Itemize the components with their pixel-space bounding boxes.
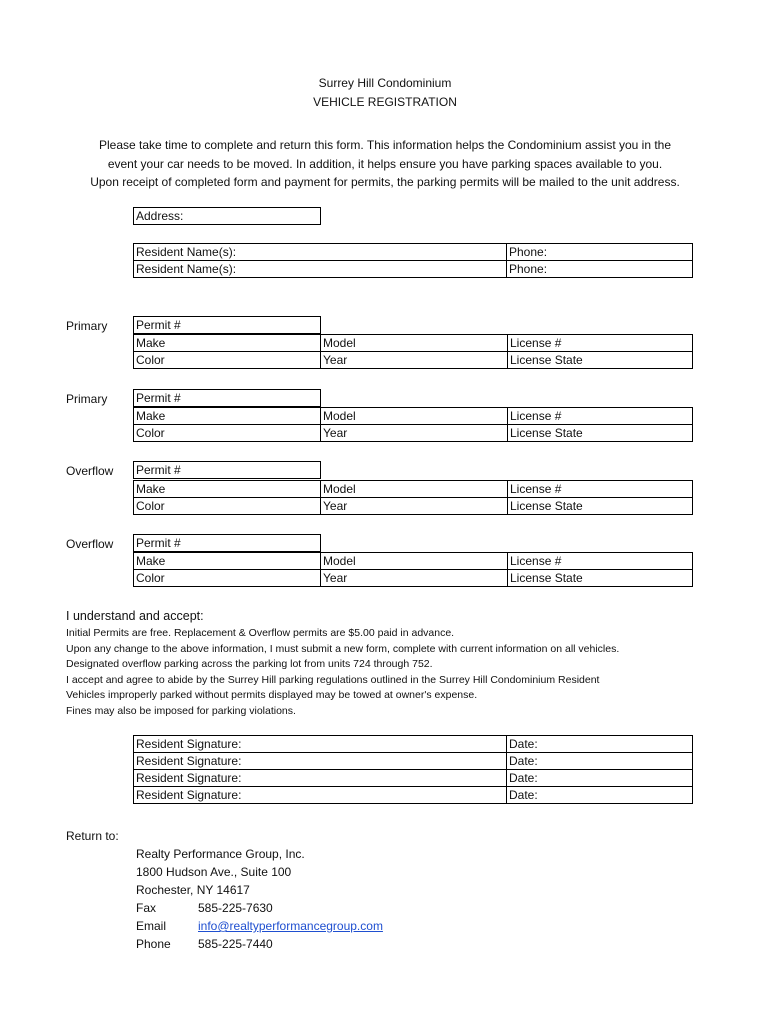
model-field[interactable]: Model — [321, 408, 508, 425]
date-field[interactable]: Date: — [507, 736, 693, 753]
model-field[interactable]: Model — [321, 335, 508, 352]
terms-line: Vehicles improperly parked without permits displayed may be towed at owner's expense. — [66, 689, 478, 701]
color-field[interactable]: Color — [134, 498, 321, 515]
date-field[interactable]: Date: — [507, 753, 693, 770]
vehicle-table — [133, 334, 693, 369]
license-state-field[interactable]: License State — [508, 425, 693, 442]
city-address: Rochester, NY 14617 — [136, 883, 250, 897]
year-field[interactable]: Year — [321, 570, 508, 587]
terms-list — [66, 626, 619, 719]
model-field[interactable]: Model — [321, 481, 508, 498]
license-field[interactable]: License # — [508, 408, 693, 425]
page-title: VEHICLE REGISTRATION — [313, 95, 457, 109]
fax-number: 585-225-7630 — [198, 901, 273, 915]
street-address: 1800 Hudson Ave., Suite 100 — [136, 865, 292, 879]
email-label: Email — [136, 919, 167, 933]
color-field[interactable]: Color — [134, 570, 321, 587]
make-field[interactable]: Make — [134, 408, 321, 425]
email-link[interactable]: info@realtyperformancegroup.com — [198, 919, 383, 933]
terms-line: I accept and agree to abide by the Surrey Hill parking regulations outlined in the Surrey Hill Condominium Resident — [66, 673, 600, 686]
signature-table — [133, 735, 693, 804]
make-field[interactable]: Make — [134, 553, 321, 570]
vehicle-type-label: Primary — [66, 319, 108, 333]
resident-phone-field[interactable]: Phone: — [507, 244, 693, 261]
accept-heading: I understand and accept: — [66, 609, 204, 623]
year-field[interactable]: Year — [321, 425, 508, 442]
terms-line: Initial Permits are free. Replacement & Overflow permits are $5.00 paid in advance. — [66, 627, 455, 639]
license-field[interactable]: License # — [508, 335, 693, 352]
fax-row — [136, 899, 383, 917]
license-state-field[interactable]: License State — [508, 570, 693, 587]
terms-line: Upon any change to the above information, I must submit a new form, complete with current information on all vehicles. — [66, 642, 620, 655]
return-address — [136, 845, 383, 953]
intro-line: Upon receipt of completed form and payment for permits, the parking permits will be mailed to the unit address. — [90, 175, 680, 189]
intro-paragraph — [0, 136, 770, 192]
make-field[interactable]: Make — [134, 335, 321, 352]
permit-table — [133, 461, 321, 479]
year-field[interactable]: Year — [321, 498, 508, 515]
permit-field[interactable]: Permit # — [134, 535, 321, 552]
license-state-field[interactable]: License State — [508, 498, 693, 515]
vehicle-type-label: Overflow — [66, 464, 114, 478]
permit-table — [133, 534, 321, 552]
vehicle-table — [133, 407, 693, 442]
company-name: Realty Performance Group, Inc. — [136, 847, 305, 861]
vehicle-table — [133, 480, 693, 515]
vehicle-type-label: Overflow — [66, 537, 114, 551]
phone-row — [136, 935, 383, 953]
intro-line: Please take time to complete and return this form. This information helps the Condominium assist you in the — [98, 138, 672, 152]
resident-name-field[interactable]: Resident Name(s): — [134, 244, 507, 261]
signature-field[interactable]: Resident Signature: — [134, 753, 507, 770]
date-field[interactable]: Date: — [507, 770, 693, 787]
terms-line: Fines may also be imposed for parking violations. — [66, 704, 296, 717]
license-field[interactable]: License # — [508, 481, 693, 498]
address-table — [133, 207, 321, 225]
vehicle-table — [133, 552, 693, 587]
date-field[interactable]: Date: — [507, 787, 693, 804]
make-field[interactable]: Make — [134, 481, 321, 498]
phone-number: 585-225-7440 — [198, 937, 273, 951]
color-field[interactable]: Color — [134, 352, 321, 369]
permit-field[interactable]: Permit # — [134, 317, 321, 334]
model-field[interactable]: Model — [321, 553, 508, 570]
terms-line: Designated overflow parking across the parking lot from units 724 through 752. — [66, 658, 433, 670]
signature-field[interactable]: Resident Signature: — [134, 736, 507, 753]
year-field[interactable]: Year — [321, 352, 508, 369]
org-name: Surrey Hill Condominium — [318, 76, 452, 90]
signature-field[interactable]: Resident Signature: — [134, 770, 507, 787]
signature-field[interactable]: Resident Signature: — [134, 787, 507, 804]
email-row — [136, 917, 383, 935]
vehicle-type-label: Primary — [66, 392, 108, 406]
address-field[interactable]: Address: — [134, 208, 321, 225]
permit-table — [133, 389, 321, 407]
return-to-label: Return to: — [66, 829, 119, 843]
color-field[interactable]: Color — [134, 425, 321, 442]
permit-field[interactable]: Permit # — [134, 390, 321, 407]
residents-table — [133, 243, 693, 278]
fax-label: Fax — [136, 901, 157, 915]
resident-name-field[interactable]: Resident Name(s): — [134, 261, 507, 278]
permit-field[interactable]: Permit # — [134, 462, 321, 479]
resident-phone-field[interactable]: Phone: — [507, 261, 693, 278]
phone-label: Phone — [136, 937, 171, 951]
license-field[interactable]: License # — [508, 553, 693, 570]
intro-line: event your car needs to be moved. In addition, it helps ensure you have parking spaces available to you. — [107, 156, 663, 171]
license-state-field[interactable]: License State — [508, 352, 693, 369]
permit-table — [133, 316, 321, 334]
